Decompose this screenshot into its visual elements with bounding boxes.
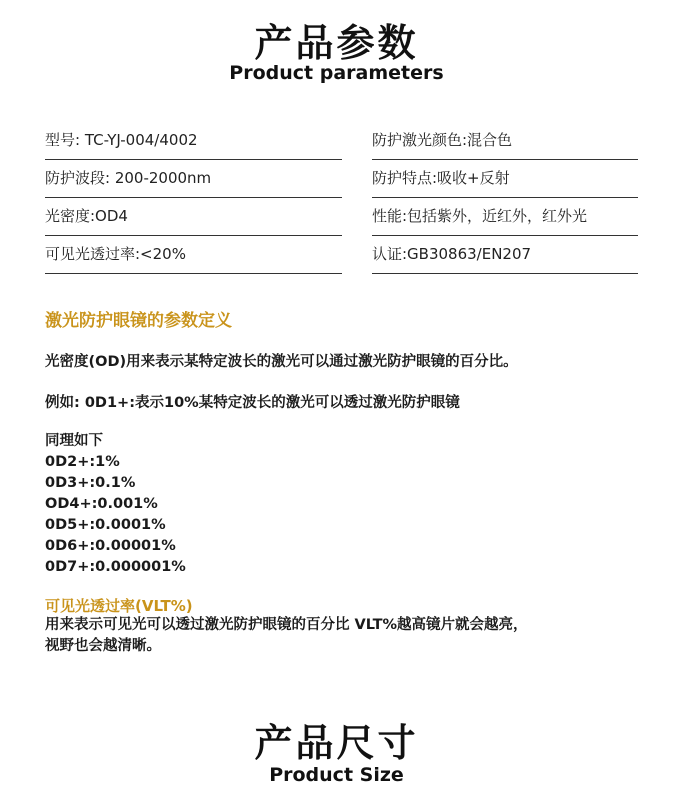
param-vlt: 可见光透过率:<20% — [45, 236, 342, 274]
od-example: 例如: 0D1+:表示10%某特定波长的激光可以透过激光防护眼镜 — [45, 395, 460, 411]
vlt-desc-line-2: 视野也会越清晰。 — [45, 638, 161, 654]
vlt-title: 可见光透过率(VLT%) — [45, 597, 193, 615]
list-item: 0D2+:1% — [45, 454, 120, 470]
param-model: 型号: TC-YJ-004/4002 — [45, 122, 342, 160]
list-item: OD4+:0.001% — [45, 496, 158, 512]
param-certification: 认证:GB30863/EN207 — [372, 236, 638, 274]
page-title-en: Product parameters — [229, 62, 444, 84]
vlt-description — [45, 615, 635, 657]
list-item: 0D6+:0.00001% — [45, 538, 176, 554]
vlt-desc-line-1: 用来表示可见光可以透过激光防护眼镜的百分比 VLT%越高镜片就会越亮， — [45, 617, 528, 633]
list-item: 0D7+:0.000001% — [45, 559, 186, 575]
param-feature: 防护特点:吸收+反射 — [372, 160, 638, 198]
table-row — [45, 160, 638, 198]
param-band: 防护波段: 200-2000nm — [45, 160, 342, 198]
page-title-cn: 产品参数 — [254, 21, 419, 65]
table-row — [45, 198, 638, 236]
list-item: 0D5+:0.0001% — [45, 517, 166, 533]
param-laser-color: 防护激光颜色:混合色 — [372, 122, 638, 160]
definition-title: 激光防护眼镜的参数定义 — [45, 311, 232, 331]
od-list — [45, 431, 345, 578]
size-title-en: Product Size — [269, 764, 404, 786]
list-item: 0D3+:0.1% — [45, 475, 136, 491]
table-row — [45, 122, 638, 160]
od-description: 光密度(OD)用来表示某特定波长的激光可以通过激光防护眼镜的百分比。 — [45, 354, 518, 370]
od-intro: 同理如下 — [45, 433, 103, 449]
table-row — [45, 236, 638, 274]
param-optical-density: 光密度:OD4 — [45, 198, 342, 236]
param-performance: 性能:包括紫外，近红外，红外光 — [372, 198, 638, 236]
size-title-cn: 产品尺寸 — [254, 721, 419, 765]
parameter-table — [45, 122, 638, 274]
